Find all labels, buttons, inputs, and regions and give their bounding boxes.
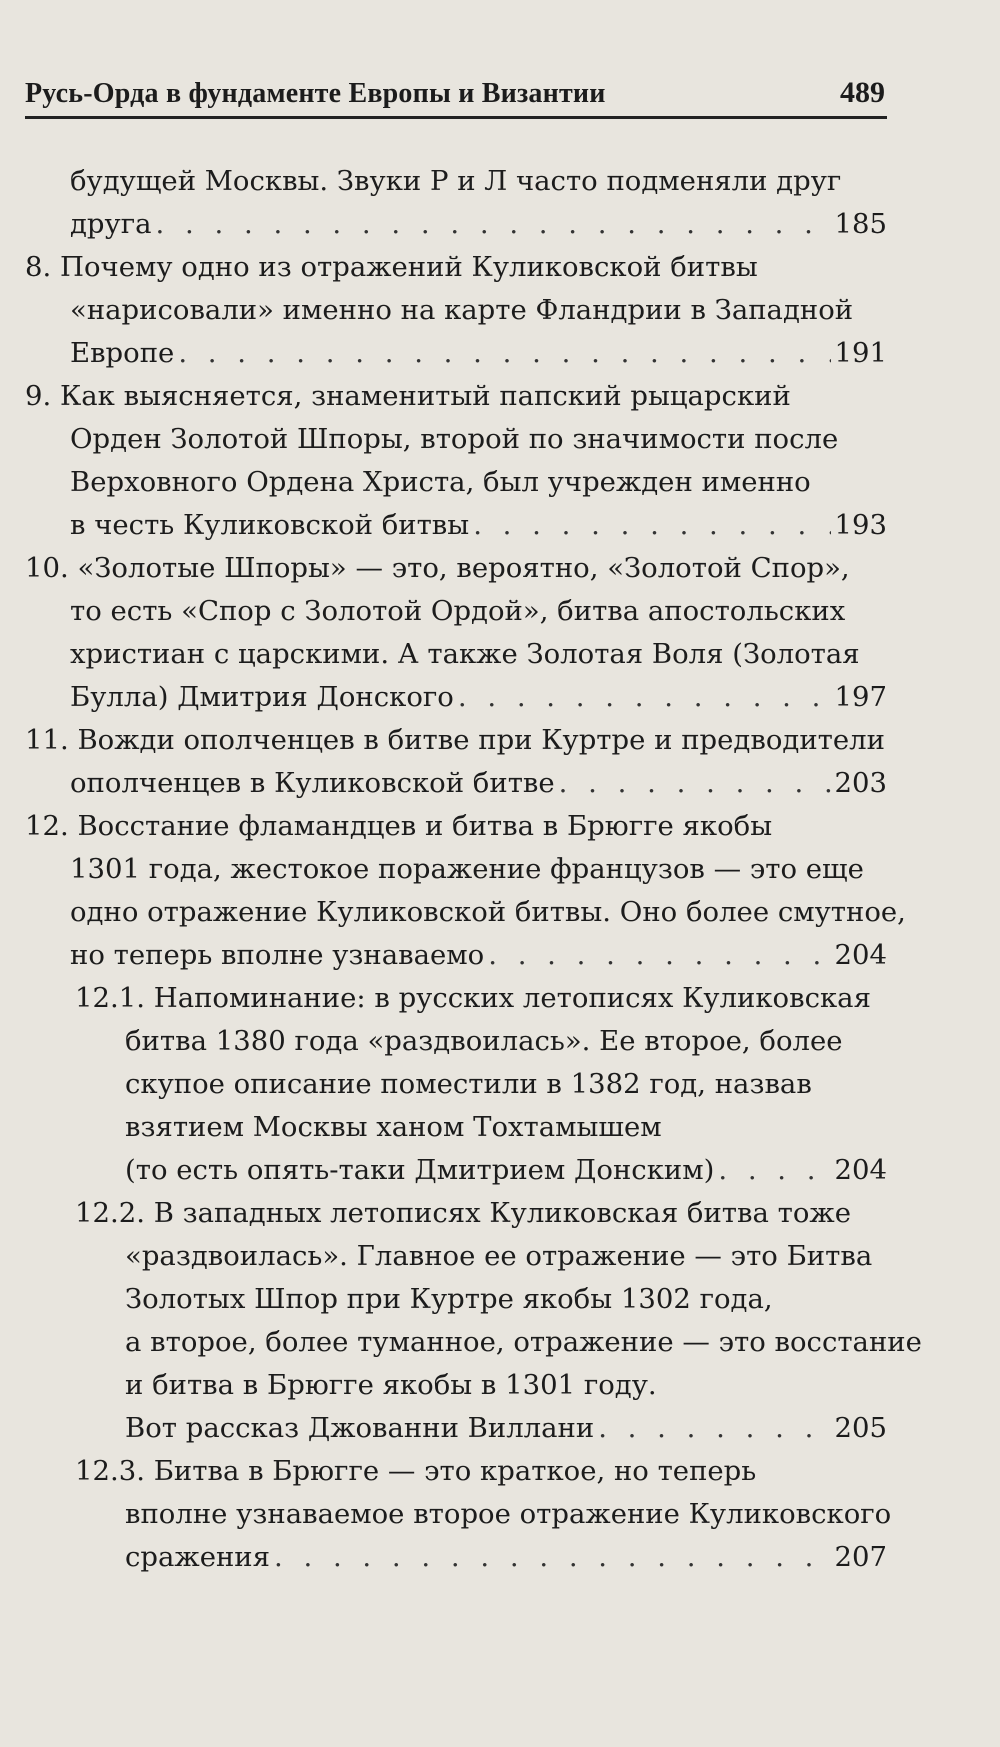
toc-entry-last-line bbox=[75, 1536, 887, 1579]
toc-entry-text: сражения bbox=[125, 1541, 270, 1573]
running-header bbox=[25, 72, 887, 119]
toc-entry-text: ополченцев в Куликовской битве bbox=[70, 767, 555, 799]
toc-entry-last-line bbox=[25, 934, 887, 977]
toc-entry-line: 10. «Золотые Шпоры» — это, вероятно, «Золотой Спор», bbox=[25, 552, 850, 584]
dot-leader bbox=[156, 203, 831, 246]
toc-entry-line: «раздвоилась». Главное ее отражение — это Битва bbox=[125, 1240, 873, 1272]
toc-entry-text: Булла) Дмитрия Донского bbox=[70, 681, 454, 713]
dot-leader bbox=[718, 1149, 830, 1192]
toc-entry bbox=[25, 246, 887, 375]
toc-page-ref: 204 bbox=[834, 1154, 887, 1186]
toc-page-ref: 204 bbox=[834, 939, 887, 971]
toc-entry-text: Европе bbox=[70, 337, 175, 369]
toc-entry-line: а второе, более туманное, отражение — это восстание bbox=[125, 1326, 922, 1358]
dot-leader bbox=[178, 332, 830, 375]
toc-entry-line: христиан с царскими. А также Золотая Воля (Золотая bbox=[70, 638, 860, 670]
toc-entry-line: скупое описание поместили в 1382 год, назвав bbox=[125, 1068, 812, 1100]
page-number: 489 bbox=[840, 76, 885, 109]
toc-entry-last-line bbox=[25, 504, 887, 547]
toc-entry-line: 9. Как выясняется, знаменитый папский рыцарский bbox=[25, 380, 791, 412]
dot-leader bbox=[473, 504, 830, 547]
toc-entry-line: вполне узнаваемое второе отражение Куликовского bbox=[125, 1498, 892, 1530]
toc-entry-last-line bbox=[25, 332, 887, 375]
toc-entry-line: битва 1380 года «раздвоилась». Ее второе, более bbox=[125, 1025, 843, 1057]
toc-entry-text: (то есть опять-таки Дмитрием Донским) bbox=[125, 1154, 715, 1186]
toc-entry bbox=[25, 805, 906, 977]
toc-page-ref: 193 bbox=[834, 509, 887, 541]
toc-entry-line: «нарисовали» именно на карте Фландрии в Западной bbox=[70, 294, 854, 326]
toc-entry-text: в честь Куликовской битвы bbox=[70, 509, 470, 541]
dot-leader bbox=[458, 676, 831, 719]
toc-entry-text: Вот рассказ Джованни Виллани bbox=[125, 1412, 595, 1444]
toc-subentry bbox=[25, 1192, 922, 1450]
toc-entry-last-line bbox=[25, 676, 887, 719]
toc-page-ref: 191 bbox=[834, 337, 887, 369]
toc-entry-line: будущей Москвы. Звуки Р и Л часто подменяли друг bbox=[70, 165, 842, 197]
toc-entry-line: Орден Золотой Шпоры, второй по значимости после bbox=[70, 423, 839, 455]
toc-page-ref: 207 bbox=[834, 1541, 887, 1573]
dot-leader bbox=[274, 1536, 831, 1579]
toc-entry bbox=[25, 547, 887, 719]
toc-entry-line: 12.3. Битва в Брюгге — это краткое, но теперь bbox=[75, 1455, 757, 1487]
toc-entry-line: то есть «Спор с Золотой Ордой», битва апостольских bbox=[70, 595, 846, 627]
toc-entry-last-line bbox=[75, 1149, 887, 1192]
toc-entry-line: Золотых Шпор при Куртре якобы 1302 года, bbox=[125, 1283, 773, 1315]
toc-entry-line: 12. Восстание фламандцев и битва в Брюгге якобы bbox=[25, 810, 773, 842]
dot-leader bbox=[488, 934, 830, 977]
toc-entry-line: 12.1. Напоминание: в русских летописях Куликовская bbox=[75, 982, 871, 1014]
toc-entry bbox=[25, 719, 887, 805]
toc-entry-last-line bbox=[25, 203, 887, 246]
toc-page-ref: 203 bbox=[834, 767, 887, 799]
toc-page-ref: 185 bbox=[834, 208, 887, 240]
toc-entry-line: 11. Вожди ополченцев в битве при Куртре и предводители bbox=[25, 724, 885, 756]
toc-entry-line: Верховного Ордена Христа, был учрежден именно bbox=[70, 466, 811, 498]
table-of-contents bbox=[25, 160, 922, 1579]
toc-entry-line: взятием Москвы ханом Тохтамышем bbox=[125, 1111, 662, 1143]
toc-page-ref: 205 bbox=[834, 1412, 887, 1444]
toc-entry-line: 12.2. В западных летописях Куликовская битва тоже bbox=[75, 1197, 851, 1229]
toc-entry-last-line bbox=[75, 1407, 887, 1450]
toc-entry bbox=[25, 160, 887, 246]
toc-entry-line: 8. Почему одно из отражений Куликовской битвы bbox=[25, 251, 758, 283]
toc-entry bbox=[25, 375, 887, 547]
toc-entry-line: одно отражение Куликовской битвы. Оно более смутное, bbox=[70, 896, 906, 928]
toc-entry-text: друга bbox=[70, 208, 152, 240]
toc-entry-text: но теперь вполне узнаваемо bbox=[70, 939, 485, 971]
toc-entry-line: и битва в Брюгге якобы в 1301 году. bbox=[125, 1369, 657, 1401]
toc-subentry bbox=[25, 977, 887, 1192]
toc-page-ref: 197 bbox=[834, 681, 887, 713]
toc-entry-last-line bbox=[25, 762, 887, 805]
dot-leader bbox=[598, 1407, 830, 1450]
toc-subentry bbox=[25, 1450, 892, 1579]
dot-leader bbox=[559, 762, 831, 805]
toc-entry-line: 1301 года, жестокое поражение французов — это еще bbox=[70, 853, 864, 885]
running-header-title: Русь-Орда в фундаменте Европы и Византии bbox=[25, 78, 606, 109]
